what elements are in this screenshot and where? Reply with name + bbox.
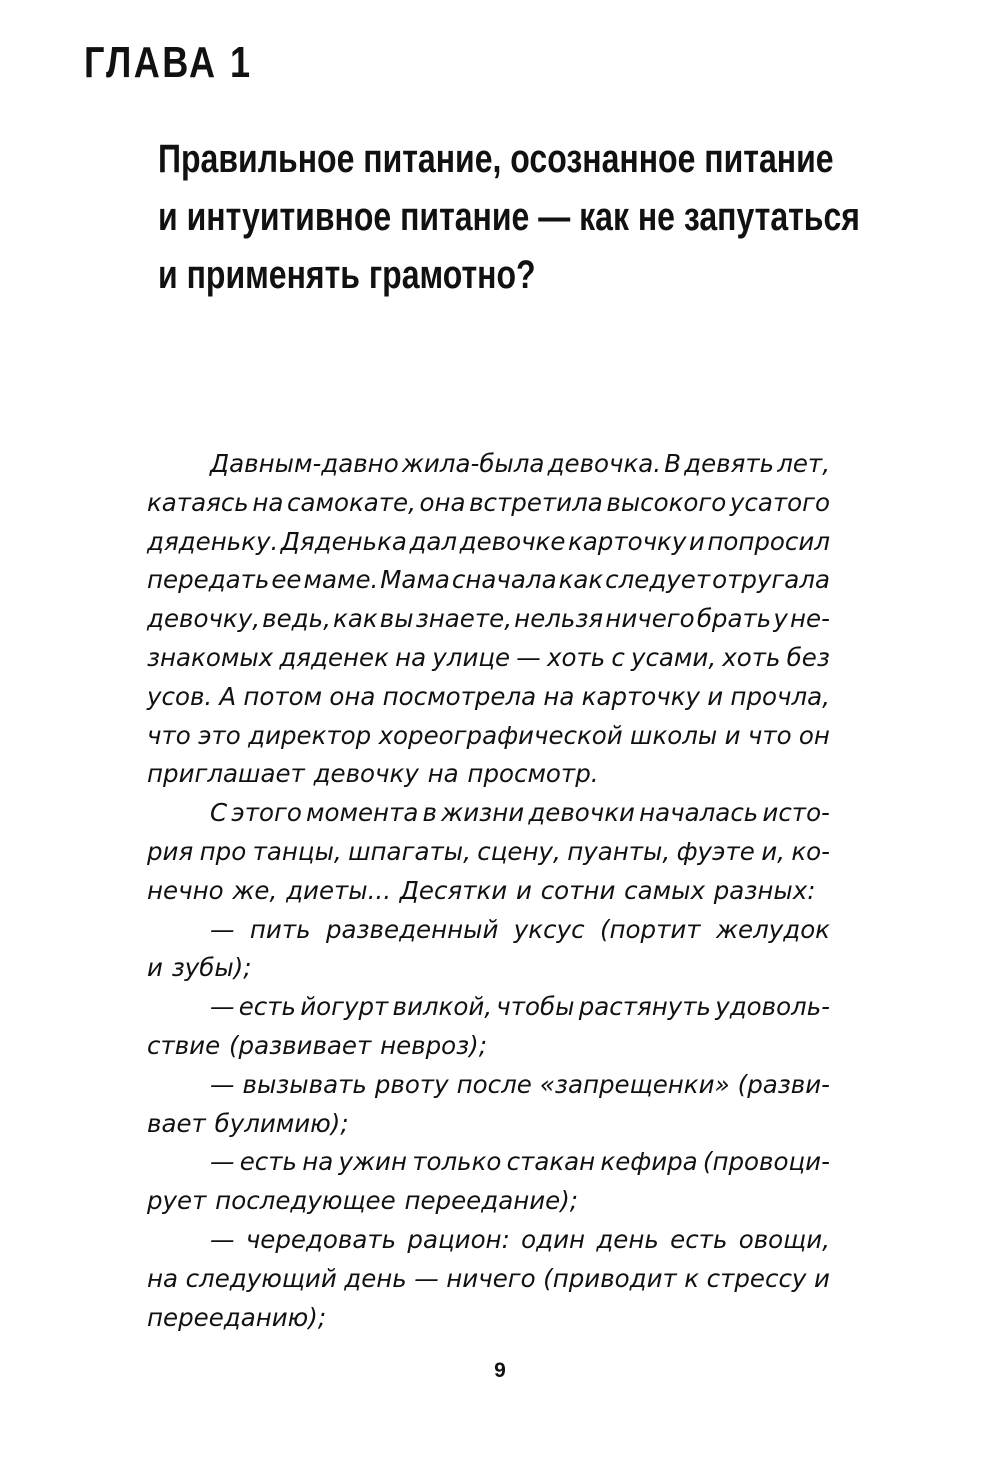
word: один: [521, 1224, 586, 1254]
text-line: [147, 717, 830, 756]
chapter-title-line: и применять грамотно?: [158, 253, 536, 297]
word: брать: [696, 604, 772, 634]
word: Мама: [380, 565, 450, 595]
word: карточку: [581, 681, 701, 711]
word: на: [302, 1147, 334, 1177]
text-line: [147, 794, 830, 833]
word: и: [813, 1263, 830, 1293]
word: (портит: [599, 914, 701, 944]
word: и: [707, 681, 724, 711]
word: —: [210, 992, 235, 1022]
word: посмотрела: [382, 681, 537, 711]
word: вилкой,: [392, 992, 493, 1022]
word: он: [798, 720, 830, 750]
word: усов.: [147, 681, 213, 711]
word: в: [422, 798, 437, 828]
word: это: [198, 720, 241, 750]
word: лет,: [777, 449, 830, 478]
word: попросил: [707, 526, 830, 556]
word: директор: [248, 720, 372, 750]
word: началась: [639, 798, 759, 828]
word: —: [210, 1069, 235, 1099]
word: вызывать: [242, 1069, 367, 1099]
text-line: ствие (развивает невроз);: [147, 1030, 487, 1060]
word: девочке: [459, 526, 566, 556]
word: день: [344, 1263, 407, 1293]
word: улице: [432, 642, 511, 672]
word: жила-была: [401, 449, 545, 478]
text-line: перееданию);: [147, 1302, 327, 1332]
word: сцену,: [477, 836, 561, 866]
word: разведенный: [325, 914, 499, 944]
word: и: [688, 526, 705, 556]
word: йогурт: [300, 992, 389, 1022]
text-line: [147, 600, 830, 639]
word: дяденьку.: [147, 526, 279, 556]
text-line: [147, 911, 830, 950]
word: (разви-: [737, 1069, 830, 1099]
word: Дяденька: [280, 526, 407, 556]
word: карточку: [567, 526, 687, 556]
text-line: [147, 1221, 830, 1260]
word: танцы,: [252, 836, 342, 866]
word: девочки: [528, 798, 635, 828]
text-line: рует последующее переедание);: [147, 1186, 579, 1216]
word: день: [596, 1224, 659, 1254]
word: стакан: [506, 1147, 596, 1177]
word: жизни: [441, 798, 525, 828]
page-number: 9: [494, 1359, 506, 1382]
word: ведь,: [262, 604, 331, 634]
word: прочла,: [730, 681, 830, 711]
word: после: [456, 1069, 532, 1099]
word: она: [419, 487, 466, 517]
word: сначала: [451, 565, 557, 595]
word: высокого: [606, 487, 727, 517]
body-text: [147, 445, 830, 1337]
text-line: и зубы);: [147, 953, 252, 983]
word: и: [724, 720, 741, 750]
word: В: [664, 449, 682, 478]
word: (провоци-: [702, 1147, 830, 1177]
word: ко-: [791, 836, 830, 866]
text-line: [147, 561, 830, 600]
word: дяденек: [279, 642, 389, 672]
word: без: [786, 642, 830, 672]
word: на: [395, 642, 427, 672]
word: А: [219, 681, 237, 711]
word: ничего: [605, 604, 695, 634]
word: С: [210, 798, 228, 828]
word: знаете,: [415, 604, 513, 634]
word: чередовать: [245, 1224, 397, 1254]
word: —: [414, 1263, 439, 1293]
word: следует: [605, 565, 711, 595]
text-line: [147, 484, 830, 523]
text-line: [147, 639, 830, 678]
word: исто-: [762, 798, 830, 828]
word: она: [329, 681, 376, 711]
text-line: [147, 1260, 830, 1299]
word: передать: [147, 565, 270, 595]
word: овощи,: [738, 1224, 830, 1254]
word: к: [684, 1263, 700, 1293]
word: как: [333, 604, 378, 634]
word: есть: [238, 992, 296, 1022]
word: что: [147, 720, 191, 750]
word: усатого: [729, 487, 830, 517]
text-line: [147, 523, 830, 562]
text-line: [147, 833, 830, 872]
word: уксус: [513, 914, 585, 944]
word: про: [199, 836, 247, 866]
word: вы: [379, 604, 414, 634]
word: усами,: [630, 642, 717, 672]
word: школы: [630, 720, 718, 750]
word: и,: [761, 836, 785, 866]
word: —: [516, 642, 541, 672]
chapter-label: ГЛАВА 1: [84, 38, 253, 87]
word: пуанты,: [567, 836, 671, 866]
word: не-: [790, 604, 830, 634]
word: следующий: [185, 1263, 337, 1293]
word: пить: [249, 914, 311, 944]
text-line: вает булимию);: [147, 1108, 349, 1138]
chapter-title-line: Правильное питание, осознанное питание: [158, 137, 834, 181]
word: как: [558, 565, 604, 595]
word: встретила: [469, 487, 603, 517]
word: дал: [409, 526, 458, 556]
word: девочку,: [147, 604, 261, 634]
word: желудок: [715, 914, 830, 944]
word: есть: [670, 1224, 728, 1254]
word: чтобы: [496, 992, 575, 1022]
word: самокате,: [286, 487, 416, 517]
word: девочка.: [547, 449, 662, 478]
word: потом: [243, 681, 323, 711]
word: —: [210, 1224, 235, 1254]
text-line: [147, 445, 830, 484]
word: рвоту: [374, 1069, 449, 1099]
word: у: [773, 604, 788, 634]
text-line: приглашает девочку на просмотр.: [147, 759, 599, 789]
text-line: [147, 1066, 830, 1105]
word: рия: [147, 836, 194, 866]
word: Давным-давно: [210, 449, 399, 478]
word: удоволь-: [715, 992, 830, 1022]
word: рацион:: [407, 1224, 510, 1254]
word: —: [210, 1147, 235, 1177]
word: катаясь: [147, 487, 249, 517]
word: этого: [231, 798, 302, 828]
chapter-title: [158, 130, 878, 304]
word: кефира: [600, 1147, 698, 1177]
chapter-title-line: и интуитивное питание — как не запутаться: [158, 195, 860, 239]
word: момента: [306, 798, 419, 828]
word: растянуть: [578, 992, 711, 1022]
word: (приводит: [543, 1263, 677, 1293]
word: отругала: [712, 565, 830, 595]
text-line: [147, 1143, 830, 1182]
word: фуэте: [676, 836, 755, 866]
word: —: [210, 914, 235, 944]
word: шпагаты,: [348, 836, 471, 866]
word: девять: [684, 449, 775, 478]
word: ничего: [446, 1263, 536, 1293]
word: знакомых: [147, 642, 274, 672]
word: хореографической: [378, 720, 623, 750]
word: хоть: [546, 642, 606, 672]
word: с: [611, 642, 625, 672]
word: маме.: [303, 565, 379, 595]
word: на: [147, 1263, 179, 1293]
word: хоть: [722, 642, 781, 672]
word: на: [543, 681, 575, 711]
word: что: [747, 720, 792, 750]
word: есть: [239, 1147, 297, 1177]
word: стрессу: [706, 1263, 807, 1293]
word: только: [412, 1147, 502, 1177]
word: на: [252, 487, 284, 517]
word: «запрещенки»: [539, 1069, 730, 1099]
word: ужин: [338, 1147, 407, 1177]
word: ее: [271, 565, 302, 595]
text-line: [147, 988, 830, 1027]
text-line: [147, 678, 830, 717]
word: нельзя: [514, 604, 604, 634]
text-line: нечно же, диеты... Десятки и сотни самых разных:: [147, 875, 816, 905]
